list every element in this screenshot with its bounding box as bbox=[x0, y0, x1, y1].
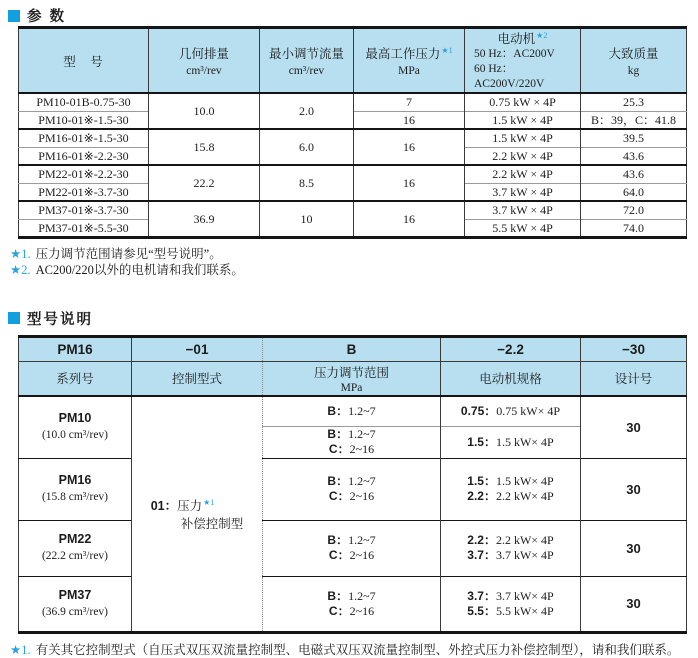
motor-spec: 2.2 kW× 4P bbox=[495, 533, 554, 547]
motor-code: 1.5： bbox=[467, 434, 496, 449]
motor-spec-cell bbox=[441, 576, 581, 632]
label-motor: 电动机规格 bbox=[441, 361, 581, 396]
header-motor-label bbox=[467, 29, 578, 47]
motor-cell: 3.7 kW × 4P bbox=[465, 183, 581, 201]
pressure-range-cell bbox=[263, 576, 441, 632]
pressure-line bbox=[265, 404, 438, 419]
motor-spec-cell bbox=[441, 458, 581, 520]
pressure-range: 1.2~7 bbox=[348, 427, 376, 441]
motor-cell: 1.5 kW × 4P bbox=[465, 129, 581, 147]
label-pressure bbox=[263, 361, 441, 396]
motor-spec-cell bbox=[441, 396, 581, 426]
motor-spec: 1.5 kW× 4P bbox=[495, 434, 554, 449]
pressure-footnote-mark: ★1 bbox=[441, 45, 453, 55]
min-flow-cell: 10 bbox=[260, 201, 354, 237]
pressure-code: B： bbox=[327, 588, 349, 603]
motor-line bbox=[443, 604, 578, 619]
control-name: 压力 bbox=[177, 499, 203, 514]
motor-line bbox=[443, 589, 578, 604]
footnote-marker: ★2. bbox=[10, 262, 31, 277]
pressure-range: 1.2~7 bbox=[348, 588, 376, 603]
header-min-flow bbox=[260, 28, 354, 94]
pressure-line bbox=[265, 427, 438, 442]
header-pressure-unit: MPa bbox=[398, 65, 420, 77]
label-pressure-text: 压力调节范围 bbox=[313, 365, 389, 380]
mass-cell: 43.6 bbox=[581, 147, 687, 165]
motor-line bbox=[443, 489, 578, 504]
control-footnote-mark: ★1 bbox=[203, 498, 215, 508]
displacement-cell: 22.2 bbox=[149, 165, 260, 201]
mass-cell: 64.0 bbox=[581, 183, 687, 201]
pressure-code: C： bbox=[328, 489, 350, 503]
pressure-range: 1.2~7 bbox=[348, 533, 376, 547]
header-motor bbox=[465, 28, 581, 94]
motor-cell: 5.5 kW × 4P bbox=[465, 219, 581, 237]
motor-spec: 5.5 kW× 4P bbox=[495, 603, 554, 618]
footnote-marker: ★1. bbox=[10, 246, 31, 261]
series-cell-pm22 bbox=[19, 520, 132, 576]
model-cell: PM37-01※-5.5-30 bbox=[19, 219, 149, 237]
pressure-code: B： bbox=[327, 474, 349, 488]
table-row bbox=[19, 93, 687, 111]
section-params-header bbox=[8, 0, 698, 26]
series-displacement: (15.8 cm³/rev) bbox=[41, 491, 109, 503]
section-model-header bbox=[8, 308, 698, 329]
motor-spec: 0.75 kW× 4P bbox=[496, 403, 561, 418]
motor-line bbox=[443, 474, 578, 489]
design-number-cell: 30 bbox=[581, 458, 687, 520]
mass-cell: 39.5 bbox=[581, 129, 687, 147]
control-name-line2: 补偿控制型 bbox=[180, 517, 244, 532]
design-number-cell: 30 bbox=[581, 576, 687, 632]
pressure-range: 2~16 bbox=[349, 442, 375, 456]
model-cell: PM10-01※-1.5-30 bbox=[19, 111, 149, 129]
header-displacement-unit: cm³/rev bbox=[186, 65, 222, 77]
footnote-text: AC200/220以外的电机请和我们联系。 bbox=[35, 262, 244, 277]
pressure-code: C： bbox=[328, 548, 350, 562]
motor-spec-cell bbox=[441, 520, 581, 576]
series-displacement: (10.0 cm³/rev) bbox=[41, 429, 109, 442]
model-cell: PM16-01※-1.5-30 bbox=[19, 129, 149, 147]
motor-code: 3.7： bbox=[467, 588, 496, 603]
header-mass-unit: kg bbox=[627, 65, 640, 77]
code-control: −01 bbox=[132, 336, 263, 361]
control-code: 01： bbox=[150, 499, 178, 514]
min-flow-cell: 6.0 bbox=[260, 129, 354, 165]
header-pressure-text: 最高工作压力 bbox=[365, 47, 441, 61]
motor-line bbox=[443, 435, 578, 450]
pressure-cell: 16 bbox=[354, 129, 465, 165]
series-name: PM22 bbox=[58, 532, 92, 546]
pressure-line bbox=[265, 442, 438, 457]
section-bullet-icon bbox=[8, 312, 20, 324]
header-motor-50hz: 50 Hz：AC200V bbox=[474, 48, 555, 60]
motor-spec-cell bbox=[441, 426, 581, 458]
motor-line bbox=[443, 533, 578, 548]
mass-cell: 74.0 bbox=[581, 219, 687, 237]
min-flow-cell: 8.5 bbox=[260, 165, 354, 201]
pressure-line bbox=[265, 604, 438, 619]
footnote-2 bbox=[10, 262, 698, 278]
motor-cell: 2.2 kW × 4P bbox=[465, 147, 581, 165]
label-pressure-unit: MPa bbox=[340, 381, 363, 394]
series-name: PM16 bbox=[58, 473, 92, 487]
motor-footnote-mark: ★2 bbox=[536, 30, 548, 40]
control-type-text bbox=[151, 494, 244, 533]
motor-code: 2.2： bbox=[467, 489, 496, 503]
displacement-cell: 10.0 bbox=[149, 93, 260, 129]
motor-cell: 0.75 kW × 4P bbox=[465, 93, 581, 111]
code-pressure: B bbox=[263, 336, 441, 361]
displacement-cell: 36.9 bbox=[149, 201, 260, 237]
motor-spec: 3.7 kW× 4P bbox=[495, 548, 554, 562]
model-code-footnote bbox=[10, 642, 698, 658]
motor-cell: 3.7 kW × 4P bbox=[465, 201, 581, 219]
parameters-table bbox=[18, 26, 687, 239]
label-series: 系列号 bbox=[19, 361, 132, 396]
pressure-code: C： bbox=[328, 442, 350, 456]
min-flow-cell: 2.0 bbox=[260, 93, 354, 129]
pressure-range: 1.2~7 bbox=[348, 474, 376, 488]
mass-cell: B：39，C：41.8 bbox=[581, 111, 687, 129]
header-displacement-label: 几何排量 bbox=[178, 47, 229, 61]
model-cell: PM10-01B-0.75-30 bbox=[36, 95, 131, 110]
header-model bbox=[19, 28, 149, 94]
series-cell-pm37 bbox=[19, 576, 132, 632]
model-code-table bbox=[18, 335, 687, 634]
pressure-line bbox=[265, 533, 438, 548]
pressure-code: B： bbox=[327, 403, 349, 418]
motor-code: 3.7： bbox=[467, 548, 496, 562]
pressure-line bbox=[265, 548, 438, 563]
motor-spec: 1.5 kW× 4P bbox=[495, 474, 554, 488]
mass-cell: 43.6 bbox=[581, 165, 687, 183]
pressure-range-cell bbox=[263, 520, 441, 576]
series-cell-pm16 bbox=[19, 458, 132, 520]
design-number-cell: 30 bbox=[581, 520, 687, 576]
displacement-cell: 15.8 bbox=[149, 129, 260, 165]
header-motor-text: 电动机 bbox=[497, 32, 536, 46]
pressure-code: B： bbox=[327, 533, 349, 547]
mass-cell: 25.3 bbox=[581, 93, 687, 111]
section-model-title: 型号说明 bbox=[27, 311, 93, 328]
code-row bbox=[19, 336, 687, 361]
motor-cell: 2.2 kW × 4P bbox=[465, 165, 581, 183]
pressure-range: 2~16 bbox=[349, 489, 375, 503]
pressure-code: C： bbox=[328, 603, 350, 618]
parameters-footnotes bbox=[10, 246, 698, 278]
model-cell: PM16-01※-2.2-30 bbox=[19, 147, 149, 165]
model-cell: PM37-01※-3.7-30 bbox=[19, 201, 149, 219]
pressure-range-cell bbox=[263, 426, 441, 458]
pm16-row bbox=[19, 458, 687, 520]
pressure-cell: 16 bbox=[354, 165, 465, 201]
header-pressure bbox=[354, 28, 465, 94]
motor-line bbox=[443, 404, 578, 419]
pressure-cell: 16 bbox=[354, 201, 465, 237]
pm10-subrow-1 bbox=[19, 396, 687, 426]
table-row bbox=[19, 165, 687, 183]
code-series: PM16 bbox=[19, 336, 132, 361]
label-row bbox=[19, 361, 687, 396]
section-bullet-icon bbox=[8, 10, 20, 22]
pressure-range: 1.2~7 bbox=[348, 403, 376, 418]
series-displacement: (22.2 cm³/rev) bbox=[41, 550, 109, 562]
series-displacement: (36.9 cm³/rev) bbox=[41, 605, 109, 618]
model-cell: PM22-01※-2.2-30 bbox=[19, 165, 149, 183]
header-mass-label: 大致质量 bbox=[608, 47, 659, 61]
motor-code: 1.5： bbox=[467, 474, 496, 488]
pressure-line bbox=[265, 589, 438, 604]
footnote-text: 有关其它控制型式（自压式双压双流量控制型、电磁式双压双流量控制型、外控式压力补偿控制型），请和我们联系。 bbox=[35, 642, 680, 657]
motor-code: 5.5： bbox=[467, 603, 496, 618]
section-params-title: 参 数 bbox=[27, 9, 67, 25]
code-motor: −2.2 bbox=[441, 336, 581, 361]
pressure-code: B： bbox=[327, 427, 349, 441]
series-cell-pm10 bbox=[19, 396, 132, 458]
pressure-cell: 16 bbox=[354, 111, 465, 129]
control-type-cell bbox=[132, 396, 263, 632]
header-mass bbox=[581, 28, 687, 94]
pressure-line bbox=[265, 474, 438, 489]
pressure-cell: 7 bbox=[354, 93, 465, 111]
table-row bbox=[19, 129, 687, 147]
footnote-text: 压力调节范围请参见“型号说明”。 bbox=[35, 246, 222, 261]
pressure-range: 2~16 bbox=[349, 548, 375, 562]
pressure-range-cell bbox=[263, 458, 441, 520]
motor-spec: 2.2 kW× 4P bbox=[495, 489, 554, 503]
label-design: 设计号 bbox=[581, 361, 687, 396]
footnote-1 bbox=[10, 246, 698, 262]
motor-line bbox=[443, 548, 578, 563]
pm37-row bbox=[19, 576, 687, 632]
model-cell: PM22-01※-3.7-30 bbox=[19, 183, 149, 201]
header-min-flow-label: 最小调节流量 bbox=[268, 47, 344, 61]
label-control: 控制型式 bbox=[132, 361, 263, 396]
header-pressure-label bbox=[356, 44, 462, 62]
motor-code: 0.75： bbox=[460, 403, 497, 418]
motor-code: 2.2： bbox=[467, 533, 496, 547]
pressure-range-cell bbox=[263, 396, 441, 426]
footnote-marker: ★1. bbox=[10, 642, 31, 657]
header-model-label: 型 号 bbox=[63, 54, 104, 69]
code-design: −30 bbox=[581, 336, 687, 361]
pressure-line bbox=[265, 489, 438, 504]
pm22-row bbox=[19, 520, 687, 576]
header-motor-60hz: 60 Hz：AC200V/220V bbox=[474, 63, 545, 90]
pressure-range: 2~16 bbox=[349, 603, 375, 618]
mass-cell: 72.0 bbox=[581, 201, 687, 219]
table-row bbox=[19, 201, 687, 219]
parameters-header-row bbox=[19, 28, 687, 94]
series-name: PM37 bbox=[58, 587, 92, 602]
design-number-cell: 30 bbox=[581, 396, 687, 458]
motor-cell: 1.5 kW × 4P bbox=[465, 111, 581, 129]
series-name: PM10 bbox=[58, 411, 92, 426]
header-min-flow-unit: cm³/rev bbox=[288, 65, 325, 77]
header-displacement bbox=[149, 28, 260, 94]
motor-spec: 3.7 kW× 4P bbox=[495, 588, 554, 603]
